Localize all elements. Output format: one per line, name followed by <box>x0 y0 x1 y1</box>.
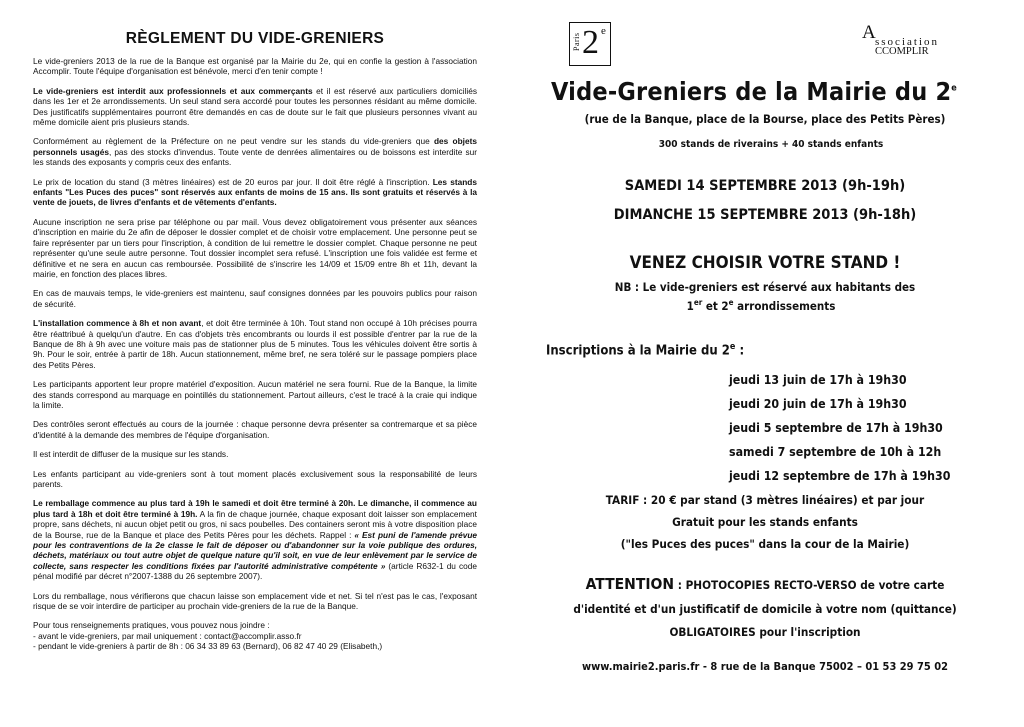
logo-paris-text: Paris <box>572 32 581 51</box>
paragraph-equipment: Les participants apportent leur propre matériel d'exposition. Aucun matériel ne sera fourni. Rue de la Banque, la limite des stands correspond au marquage en pointillés du stationnement. Partout ailleurs, c'est le tracé à la craie qui indique la limite. <box>33 379 477 410</box>
paragraph-eligibility: Le vide-greniers est interdit aux professionnels et aux commerçants et il est réservé aux particuliers domiciliés dans les 1er et 2e arrondissements. Un seul stand sera accordé pour toutes les personnes résidant au même domicile. Des justificatifs supplémentaires pourront être demandés en cas de doute sur le fait que plusieurs personnes vivant au même domicile aient pris plusieurs stands. <box>33 85 477 128</box>
free-children-line: Gratuit pour les stands enfants <box>672 515 858 529</box>
attention-line3: OBLIGATOIRES pour l'inscription <box>669 625 861 639</box>
stands-count: 300 stands de riverains + 40 stands enfants <box>658 139 884 150</box>
paragraph-price: Le prix de location du stand (3 mètres linéaires) est de 20 euros par jour. Il doit être réglé à l'inscription. Les stands enfants "Les Puces des puces" sont réservés aux enfants de moins de 15 ans. Ils sont gratuits et réservés à la vente de jouets, de livres d'enfants et de vêtements d'enfants. <box>33 176 477 208</box>
logo-number: 2 <box>582 24 599 61</box>
session-item: jeudi 20 juin de 17h à 19h30 <box>729 397 907 411</box>
paragraph-music: Il est interdit de diffuser de la musique sur les stands. <box>33 449 229 460</box>
call-to-action: VENEZ CHOISIR VOTRE STAND ! <box>629 253 901 273</box>
session-item: jeudi 13 juin de 17h à 19h30 <box>729 373 907 387</box>
puces-line: ("les Puces des puces" dans la cour de la Mairie) <box>620 537 910 551</box>
assoc-line1: ssociation <box>875 36 939 48</box>
mairie-logo <box>569 22 611 66</box>
registration-sessions <box>729 368 950 488</box>
paragraph-weather: En cas de mauvais temps, le vide-greniers est maintenu, sauf consignes données par les pouvoirs publics pour raison de sécurité. <box>33 288 477 309</box>
paragraph-controls: Des contrôles seront effectués au cours de la journée : chaque personne devra présenter sa contremarque et sa pièce d'identité à la demande des membres de l'équipe d'organisation. <box>33 419 477 440</box>
session-item: samedi 7 septembre de 10h à 12h <box>729 445 942 459</box>
logo-sup: e <box>601 25 606 37</box>
nb-line2: 1er et 2e arrondissements <box>686 298 836 313</box>
paragraph-inspection: Lors du remballage, nous vérifierons que chacun laisse son emplacement vide et net. Si tel n'est pas le cas, l'exposant risque de se voir interdire de participer au prochain vide-greniers de la rue de la Banque. <box>33 590 477 612</box>
date-sunday: DIMANCHE 15 SEPTEMBRE 2013 (9h-18h) <box>613 207 917 223</box>
attention-label: ATTENTION <box>585 575 675 593</box>
regulation-title: RÈGLEMENT DU VIDE-GRENIERS <box>125 30 385 47</box>
attention-line1: ATTENTION : PHOTOCOPIES RECTO-VERSO de votre carte <box>585 575 945 593</box>
contact-email-line: - avant le vide-greniers, par mail uniquement : contact@accomplir.asso.fr <box>33 630 302 641</box>
regulation-column <box>33 30 477 652</box>
tarif-line: TARIF : 20 € par stand (3 mètres linéaires) et par jour <box>605 493 925 507</box>
paragraph-contact: Pour tous renseignements pratiques, vous pouvez nous joindre : - avant le vide-greniers, par mail uniquement : contact@accomplir.asso.fr - pendant le vide-greniers à partir de 8h : 06 34 33 89 63 (Bernard), 06 82 47 40 29 (Elisabeth,) <box>33 620 383 652</box>
paragraph-goods: Conformément au règlement de la Préfecture on ne peut vendre sur les stands du vide-greniers que des objets personnels usagés, pas des stocks d'invendus. Toute vente de denrées alimentaires ou de boissons est interdite sur les stands des exposants y compris ceux des enfants. <box>33 136 477 168</box>
nb-line1: NB : Le vide-greniers est réservé aux habitants des <box>614 280 916 294</box>
paragraph-packing: Le remballage commence au plus tard à 19h le samedi et doit être terminé à 20h. Le dimanche, il commence au plus tard à 18h et doit être terminé à 19h. A la fin de chaque journée, chaque exposant doit laisser son emplacement propre, sans déchets, ni aucun objet petit ou gros, ni sacs poubelles. Des containers seront mis à votre disposition place de la Bourse, rue de la Banque et place des Petits Pères pour les déchets. Rappel : « Est puni de l'amende prévue pour les contraventions de la 2e classe le fait de déposer ou d'abandonner sur la voie publique des ordures, déchets, matériaux ou tout autre objet de quelque nature qu'il soit, en vue de leur enlèvement par le service de collecte, sans respecter les conditions fixées par l'autorité administrative compétente » (article R632-1 du code pénal modifié par décret n°2007-1388 du 26 septembre 2007). <box>33 498 477 582</box>
attention-line2: d'identité et d'un justificatif de domicile à votre nom (quittance) <box>573 602 957 616</box>
assoc-line2: CCOMPLIR <box>875 46 929 57</box>
session-item: jeudi 5 septembre de 17h à 19h30 <box>729 421 943 435</box>
assoc-initial: A <box>862 22 876 43</box>
paragraph-registration: Aucune inscription ne sera prise par téléphone ou par mail. Vous devez obligatoirement vous présenter aux séances d'inscription en mairie du 2e afin de déposer le dossier complet et de choisir votre emplacement. Une personne peut se faire représenter par un tiers pour l'inscription, à condition de lui remettre le dossier complet. Chaque personne ne peut représenter qu'une seule autre personne. Tout dossier incomplet sera refusé. L'inscription une fois validée est ferme et définitive et ne sera en aucun cas remboursée. Possibilité de s'inscrire les 14/09 et 15/09 entre 8h et 11h, devant la mairie, en fonction des places libres. <box>33 216 477 279</box>
paragraph-children: Les enfants participant au vide-greniers sont à tout moment placés exclusivement sous la responsabilité de leurs parents. <box>33 468 477 489</box>
contact-phone-line: - pendant le vide-greniers à partir de 8h : 06 34 33 89 63 (Bernard), 06 82 47 40 29 (Elisabeth,) <box>33 641 383 652</box>
poster-title: Vide-Greniers de la Mairie du 2e <box>551 77 957 106</box>
poster-subtitle: (rue de la Banque, place de la Bourse, place des Petits Pères) <box>584 112 946 126</box>
session-item: jeudi 12 septembre de 17h à 19h30 <box>729 469 951 483</box>
footer-contact: www.mairie2.paris.fr - 8 rue de la Banque 75002 – 01 53 29 75 02 <box>582 660 948 673</box>
date-saturday: SAMEDI 14 SEPTEMBRE 2013 (9h-19h) <box>624 178 906 194</box>
paragraph-installation: L'installation commence à 8h et non avant, et doit être terminée à 10h. Tout stand non occupé à 10h précises pourra être réattribué à quelqu'un d'autre. En cas d'objets très encombrants ou lourds il est possible d'entrer par la rue de la Banque de 8h à 9h avec une voiture mais pas de stationner plus de 5 minutes. Tous les véhicules doivent être sortis à 9h. Pour le soir, entrée à partir de 18h. Aucun stationnement, même bref, ne sera toléré sur le passage pompiers place des Petits Pères. <box>33 318 477 370</box>
registration-heading: Inscriptions à la Mairie du 2e : <box>546 342 745 359</box>
paragraph-intro: Le vide-greniers 2013 de la rue de la Banque est organisé par la Mairie du 2e, qui en confie la gestion à l'association Accomplir. Toute l'équipe d'organisation est bénévole, merci d'en tenir compte ! <box>33 56 477 77</box>
